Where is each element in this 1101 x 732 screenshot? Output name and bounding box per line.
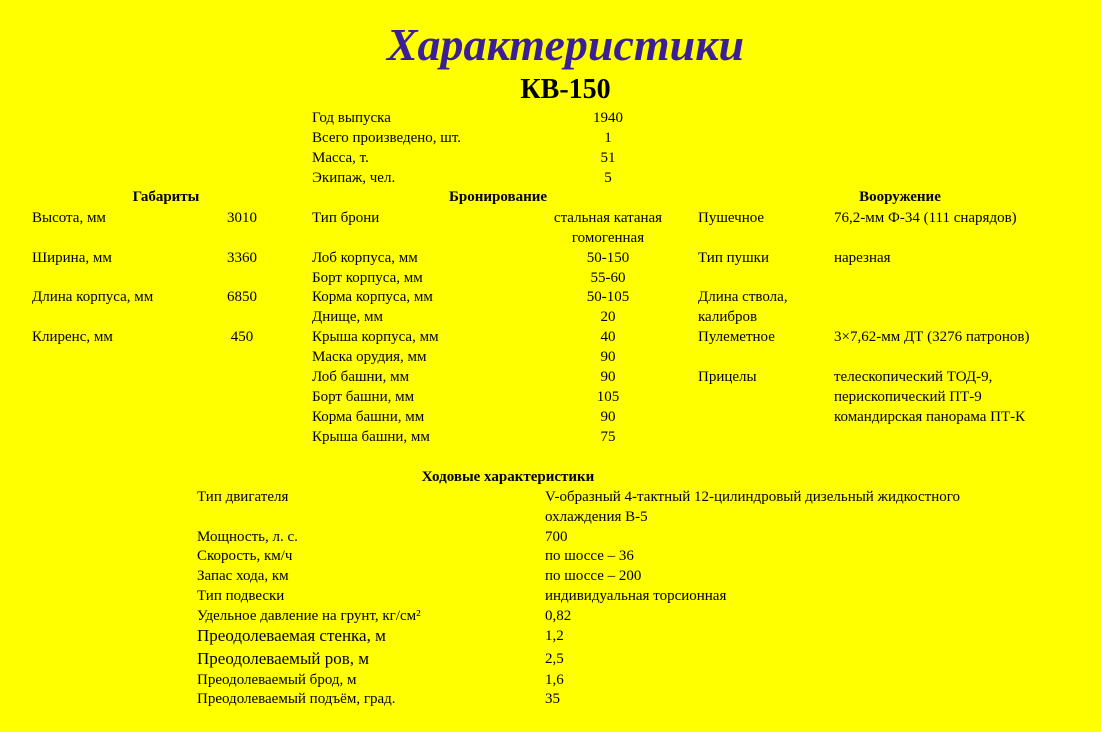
weapon-value: командирская панорама ПТ-К	[834, 409, 1026, 425]
armor-label: Крыша башни, мм	[312, 429, 430, 445]
mobility-value: индивидуальная торсионная	[545, 588, 727, 604]
dimension-value: 3010	[227, 210, 257, 226]
dimension-value: 3360	[227, 250, 257, 266]
weapon-value: нарезная	[834, 250, 891, 266]
mobility-label: Мощность, л. с.	[197, 529, 298, 545]
armor-header: Бронирование	[448, 189, 548, 205]
armor-value: 90	[600, 349, 616, 365]
weapons-header: Вооружение	[859, 189, 941, 205]
weapon-value: телескопический ТОД-9,	[834, 369, 993, 385]
mobility-label: Удельное давление на грунт, кг/см²	[197, 608, 421, 624]
dimensions-header: Габариты	[132, 189, 200, 205]
weapon-value: 3×7,62-мм ДТ (3276 патронов)	[834, 329, 1030, 345]
mobility-label: Преодолеваемый брод, м	[197, 672, 357, 688]
mobility-value: охлаждения В-5	[545, 509, 648, 525]
dimension-value: 450	[230, 329, 254, 345]
mobility-label: Тип двигателя	[197, 489, 289, 505]
general-label: Экипаж, чел.	[312, 170, 396, 186]
general-value: 1	[604, 130, 612, 146]
dimension-label: Высота, мм	[32, 210, 106, 226]
armor-value: 90	[600, 409, 616, 425]
mobility-value: по шоссе – 200	[545, 568, 642, 584]
weapon-value: 76,2-мм Ф-34 (111 снарядов)	[834, 210, 1017, 226]
armor-type-value: стальная катаная	[553, 210, 663, 226]
weapon-label: Длина ствола,	[698, 289, 788, 305]
weapon-label: Прицелы	[698, 369, 757, 385]
armor-label: Днище, мм	[312, 309, 383, 325]
armor-label: Борт корпуса, мм	[312, 270, 423, 286]
mobility-value: 1,6	[545, 672, 564, 688]
armor-value: 105	[596, 389, 620, 405]
general-label: Год выпуска	[312, 110, 391, 126]
mobility-header: Ходовые характеристики	[421, 469, 595, 485]
armor-type-value: гомогенная	[571, 230, 645, 246]
mobility-value: 700	[545, 529, 568, 545]
page-title: Характеристики	[386, 19, 745, 70]
armor-label: Корма башни, мм	[312, 409, 425, 425]
general-label: Масса, т.	[312, 150, 369, 166]
mobility-value: по шоссе – 36	[545, 548, 634, 564]
armor-value: 50-105	[586, 289, 630, 305]
armor-value: 50-150	[586, 250, 630, 266]
armor-label: Корма корпуса, мм	[312, 289, 433, 305]
armor-value: 75	[600, 429, 616, 445]
armor-value: 55-60	[590, 270, 626, 286]
armor-label: Лоб башни, мм	[312, 369, 410, 385]
dimension-label: Клиренс, мм	[32, 329, 113, 345]
general-value: 5	[604, 170, 612, 186]
armor-label: Маска орудия, мм	[312, 349, 427, 365]
general-label: Всего произведено, шт.	[312, 130, 462, 146]
mobility-label: Скорость, км/ч	[197, 548, 293, 564]
weapon-label: Пушечное	[698, 210, 765, 226]
weapon-value: перископический ПТ-9	[834, 389, 982, 405]
weapon-label: калибров	[698, 309, 758, 325]
mobility-value: 1,2	[545, 628, 564, 644]
weapon-label: Тип пушки	[698, 250, 769, 266]
dimension-label: Длина корпуса, мм	[32, 289, 154, 305]
mobility-label: Преодолеваемая стенка, м	[197, 626, 386, 645]
mobility-label: Запас хода, км	[197, 568, 289, 584]
armor-label: Крыша корпуса, мм	[312, 329, 439, 345]
mobility-value: V-образный 4-тактный 12-цилиндровый дизельный жидкостного	[545, 489, 961, 505]
mobility-value: 0,82	[545, 608, 572, 624]
dimension-label: Ширина, мм	[32, 250, 112, 266]
mobility-label: Преодолеваемый подъём, град.	[197, 691, 396, 707]
armor-value: 40	[600, 329, 616, 345]
mobility-label: Преодолеваемый ров, м	[197, 649, 369, 668]
armor-label: Лоб корпуса, мм	[312, 250, 418, 266]
weapon-label: Пулеметное	[698, 329, 775, 345]
general-value: 1940	[593, 110, 623, 126]
armor-type-label: Тип брони	[312, 210, 380, 226]
mobility-value: 2,5	[545, 651, 564, 667]
model-name: КВ-150	[520, 74, 611, 105]
mobility-label: Тип подвески	[197, 588, 285, 604]
general-value: 51	[600, 150, 616, 166]
mobility-value: 35	[545, 691, 560, 707]
armor-label: Борт башни, мм	[312, 389, 415, 405]
armor-value: 20	[600, 309, 616, 325]
armor-value: 90	[600, 369, 616, 385]
dimension-value: 6850	[227, 289, 257, 305]
